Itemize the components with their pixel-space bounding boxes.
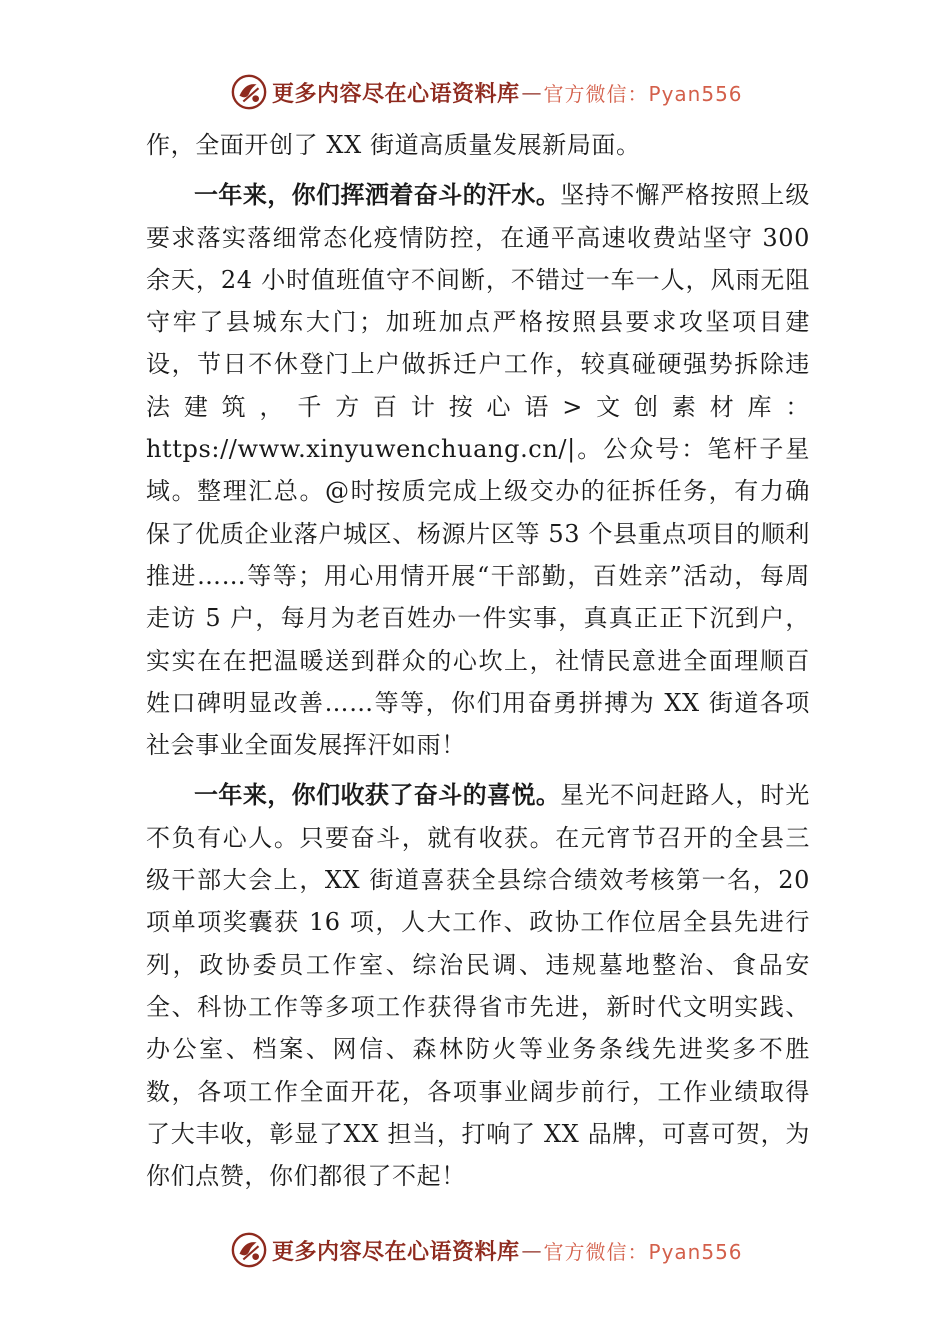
header-brand-text: 更多内容尽在心语资料库: [272, 80, 520, 107]
paragraph-joy-heading: 一年来，你们收获了奋斗的喜悦。: [194, 781, 561, 810]
paragraph-joy: [146, 774, 810, 1197]
document-body: [146, 124, 810, 1197]
footer-separator: —: [521, 1238, 542, 1262]
brand-logo-icon: [230, 1231, 268, 1269]
paragraph-sweat-text: 坚持不懈严格按照上级要求落实落细常态化疫情防控，在通平高速收费站坚守 300 余天，24 小时值班值守不间断，不错过一车一人，风雨无阻守牢了县城东大门；加班加点严格按照县要求攻坚项目建设，节日不休登门上户做拆迁户工作，较真碰硬强势拆除违法建筑，千方百计按心语>文创素材库：https://www.xinyuwenchuang.cn/|。公众号：笔杆子星域。整理汇总。@时按质完成上级交办的征拆任务，有力确保了优质企业落户城区、杨源片区等 53 个县重点项目的顺利推进……等等；用心用情开展“干部勤，百姓亲”活动，每周走访 5 户，每月为老百姓办一件实事，真真正正下沉到户，实实在在把温暖送到群众的心坎上，社情民意进全面理顺百姓口碑明显改善……等等，你们用奋勇拼搏为 XX 街道各项社会事业全面发展挥汗如雨！: [146, 181, 810, 760]
brand-logo-icon: [230, 73, 268, 111]
paragraph-continuation: 作，全面开创了 XX 街道高质量发展新局面。: [146, 131, 641, 159]
paragraph-sweat-heading: 一年来，你们挥洒着奋斗的汗水。: [194, 181, 561, 210]
paragraph-joy-text: 星光不问赶路人，时光不负有心人。只要奋斗，就有收获。在元宵节召开的全县三级干部大会上，XX 街道喜获全县综合绩效考核第一名，20 项单项奖囊获 16 项，人大工作、政协工作位居全县先进行列，政协委员工作室、综治民调、违规墓地整治、食品安全、科协工作等多项工作获得省市先进，新时代文明实践、办公室、档案、网信、森林防火等业务条线先进奖多不胜数，各项工作全面开花，各项事业阔步前行，工作业绩取得了大丰收，彰显了XX 担当，打响了 XX 品牌，可喜可贺，为你们点赞，你们都很了不起！: [146, 781, 810, 1191]
footer-watermark: [230, 1230, 750, 1270]
header-separator: —: [521, 80, 542, 104]
footer-brand-text: 更多内容尽在心语资料库: [272, 1238, 520, 1265]
footer-contact-text: 官方微信：Pyan556: [543, 1239, 743, 1264]
header-watermark: [230, 72, 750, 112]
paragraph-sweat: [146, 174, 810, 766]
header-contact-text: 官方微信：Pyan556: [543, 81, 743, 106]
